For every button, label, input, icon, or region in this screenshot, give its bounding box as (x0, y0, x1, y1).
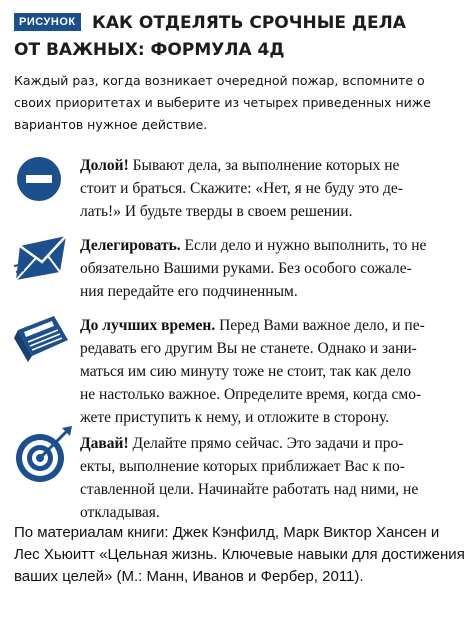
title-line-1: КАК ОТДЕЛЯТЬ СРОЧНЫЕ ДЕЛА (92, 13, 406, 33)
item-title: Долой! (80, 157, 129, 174)
item-line: жете приступить к нему, и отложите в сторону. (80, 409, 390, 426)
envelope-icon (14, 232, 70, 288)
item-line: редавать его другим Вы не станете. Однако и зани- (80, 340, 417, 357)
item-title: До лучших времен. (80, 317, 216, 334)
item-title: Делегировать. (80, 237, 181, 254)
item-line: маться им сию минуту тоже не стоит, так как дело (80, 363, 412, 380)
source-citation: По материалам книги: Джек Кэнфилд, Марк Виктор Хансен и Лес Хьюитт «Цельная жизнь. Ключевые навыки для достижения ваших целей» (М.: Манн, Иванов и Фербер, 2011). (14, 524, 465, 585)
item-line: не настолько важное. Определите время, когда смо- (80, 386, 422, 403)
item-line: Если дело и нужно выполнить, то не (184, 237, 427, 254)
title-line-2: ОТ ВАЖНЫХ: ФОРМУЛА 4Д (14, 40, 285, 60)
target-icon (14, 424, 70, 480)
intro-paragraph: Каждый раз, когда возникает очередной пожар, вспомните о своих приоритетах и выберите из четырех приведенных ниже вариантов нужное действие. (14, 73, 431, 132)
item-text (80, 314, 468, 429)
item-line: Делайте прямо сейчас. Это задачи и про- (132, 435, 404, 452)
item-line: екты, выполнение которых приближает Вас к по- (80, 458, 405, 475)
figure-title (14, 10, 466, 64)
inbox-tray-icon (14, 312, 70, 368)
item-text (80, 154, 468, 223)
item-line: лать!» И будьте тверды в своем решении. (80, 203, 353, 220)
item-title: Давай! (80, 435, 129, 452)
item-line: стоит и браться. Скажите: «Нет, я не буду это де- (80, 180, 403, 197)
item-line: Бывают дела, за выполнение которых не (132, 157, 400, 174)
item-line: ставленной цели. Начинайте работать над ними, не (80, 481, 419, 498)
item-line: Перед Вами важное дело, и пе- (219, 317, 425, 334)
item-text (80, 432, 468, 524)
item-line: обязательно Вашими руками. Без особого сожале- (80, 260, 412, 277)
item-text (80, 234, 468, 303)
figure-tag: РИСУНОК (14, 13, 81, 31)
item-line: откладывая. (80, 504, 160, 521)
no-entry-icon (14, 152, 70, 208)
item-line: ния передайте его подчиненным. (80, 283, 298, 300)
